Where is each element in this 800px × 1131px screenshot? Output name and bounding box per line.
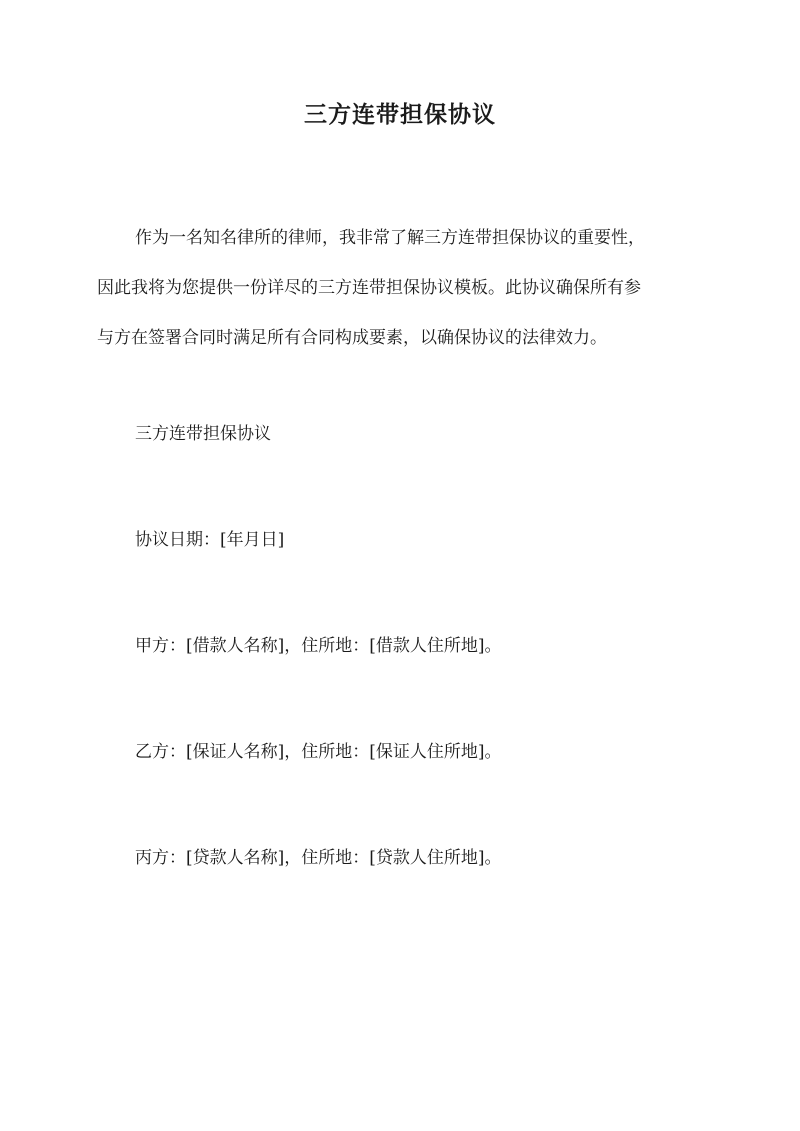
party-b-clause: 乙方：[保证人名称]，住所地：[保证人住所地]。 (135, 742, 502, 762)
agreement-date: 协议日期：[年月日] (135, 530, 285, 550)
intro-paragraph (97, 213, 707, 363)
agreement-heading: 三方连带担保协议 (135, 424, 271, 444)
party-c-clause: 丙方：[贷款人名称]，住所地：[贷款人住所地]。 (135, 848, 502, 868)
party-a-clause: 甲方：[借款人名称]，住所地：[借款人住所地]。 (135, 636, 502, 656)
intro-line-1: 作为一名知名律所的律师，我非常了解三方连带担保协议的重要性， (135, 228, 645, 248)
intro-line-2: 因此我将为您提供一份详尽的三方连带担保协议模板。此协议确保所有参 (97, 278, 641, 298)
intro-line-3: 与方在签署合同时满足所有合同构成要素，以确保协议的法律效力。 (97, 328, 607, 348)
document-title: 三方连带担保协议 (304, 101, 496, 128)
